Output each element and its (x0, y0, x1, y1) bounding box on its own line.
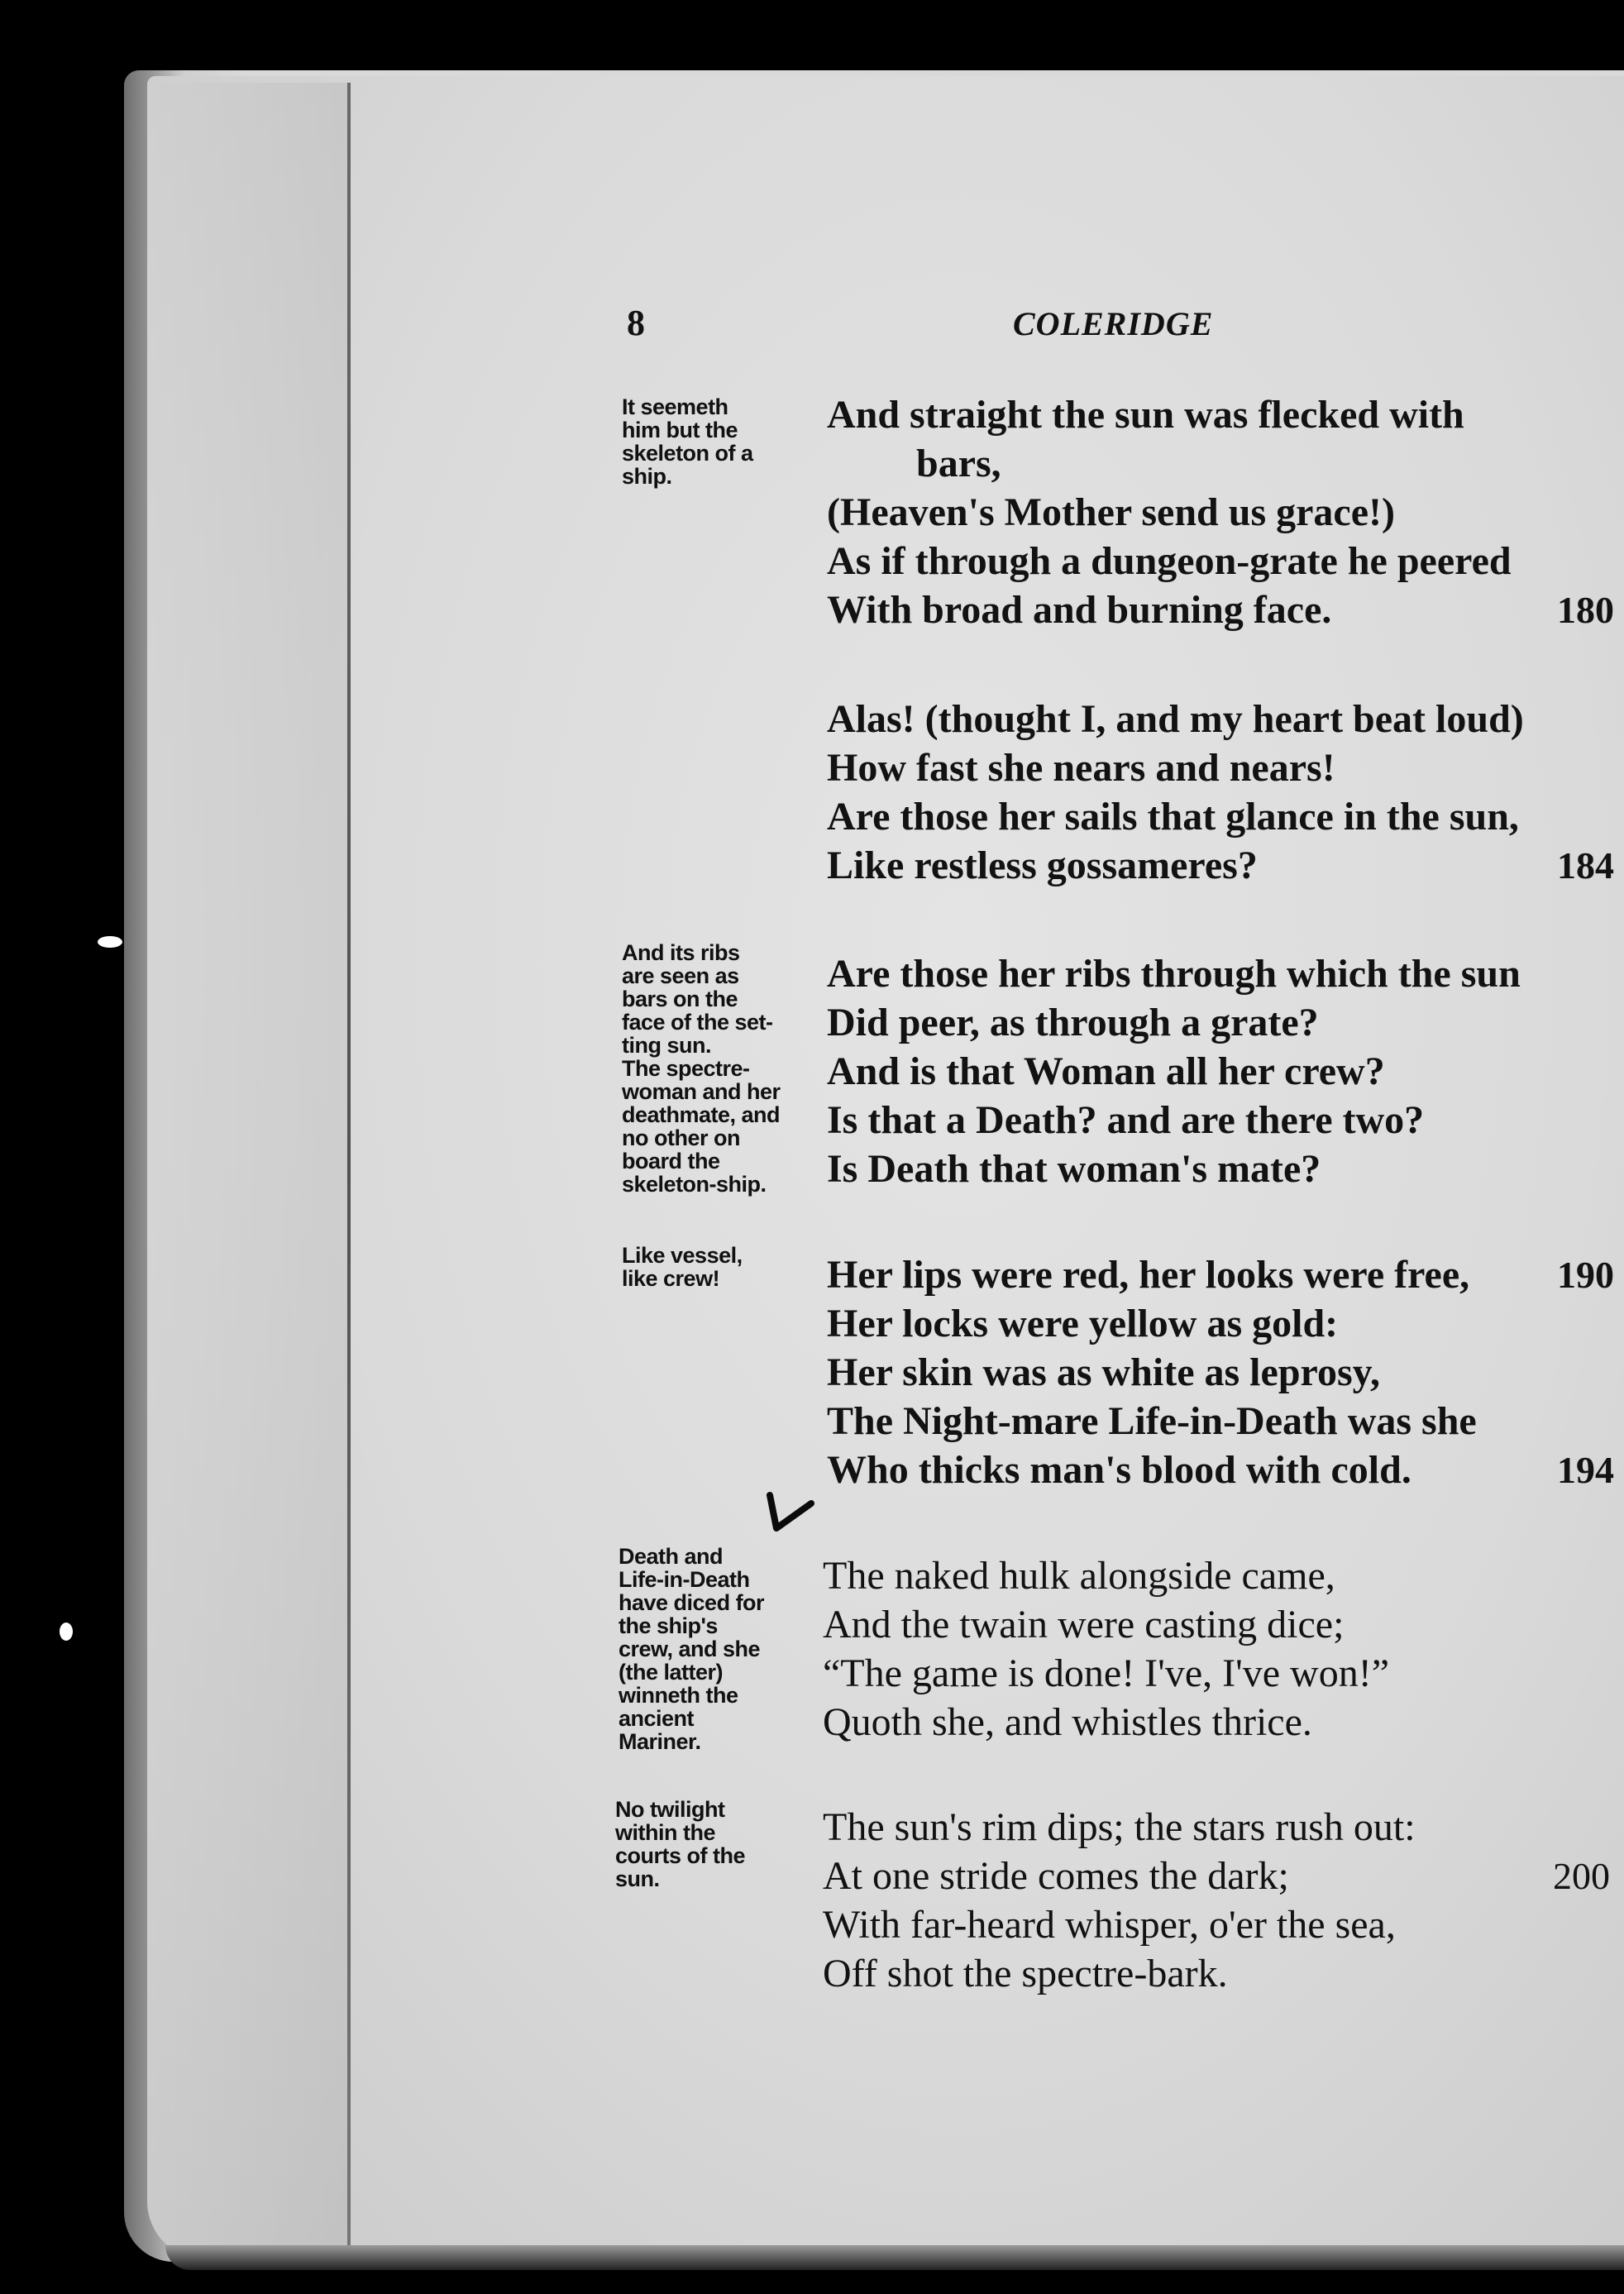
verse-line: And straight the sun was flecked with (827, 393, 1464, 437)
verse-line: Her lips were red, her looks were free, 190 (827, 1250, 1621, 1299)
page-number: 8 (627, 303, 645, 343)
verse-line: How fast she nears and nears! (827, 746, 1335, 790)
gloss-line: No twilight (615, 1797, 725, 1822)
gloss-line: are seen as (622, 963, 739, 988)
gloss-line: deathmate, and (622, 1102, 781, 1127)
verse-line: With broad and burning face. 180 (827, 585, 1621, 634)
line-number: 180 (1557, 589, 1614, 631)
verse-block (823, 1551, 1617, 1747)
gloss-line: The spectre- (622, 1056, 750, 1081)
verse-block (827, 1250, 1621, 1494)
handwritten-check-mark (765, 1489, 814, 1534)
gutter-shade (149, 83, 347, 2249)
line-number: 200 (1553, 1855, 1610, 1897)
verse-line: The Night-mare Life-in-Death was she (827, 1399, 1477, 1443)
verse-block (827, 695, 1621, 890)
gloss-line: ship. (622, 464, 672, 489)
gloss-line: It seemeth (622, 394, 728, 419)
gloss-line: Like vessel, (622, 1243, 743, 1268)
gloss-line: skeleton of a (622, 441, 753, 466)
gloss-line: winneth the (619, 1683, 738, 1708)
film-speck (98, 936, 122, 948)
gloss-line: (the latter) (619, 1660, 724, 1685)
verse-line: (Heaven's Mother send us grace!) (827, 490, 1395, 534)
verse-line: Quoth she, and whistles thrice. (823, 1700, 1312, 1744)
film-speck (60, 1623, 73, 1641)
gloss-line: Mariner. (619, 1729, 701, 1754)
verse-block (823, 1803, 1617, 1998)
gloss-line: no other on (622, 1125, 740, 1150)
gloss-line: have diced for (619, 1590, 765, 1615)
gloss-line: Death and (619, 1544, 724, 1569)
verse-line: The naked hulk alongside came, (823, 1554, 1335, 1598)
gloss-line: ting sun. (622, 1033, 711, 1058)
marginal-gloss (622, 395, 812, 488)
verse-line: bars, (916, 442, 1001, 485)
gloss-line: skeleton-ship. (622, 1172, 767, 1197)
verse-line: Her skin was as white as leprosy, (827, 1350, 1380, 1394)
running-head: COLERIDGE (1013, 305, 1214, 342)
marginal-gloss (622, 941, 812, 1196)
gloss-line: face of the set- (622, 1010, 773, 1035)
verse-line: Is Death that woman's mate? (827, 1147, 1321, 1191)
gloss-line: ancient (619, 1706, 695, 1731)
verse-line: Who thicks man's blood with cold. 194 (827, 1446, 1621, 1494)
gloss-line: bars on the (622, 987, 738, 1011)
gloss-line: And its ribs (622, 940, 740, 965)
gloss-line: courts of the (615, 1843, 746, 1868)
verse-line: “The game is done! I've, I've won!” (823, 1651, 1390, 1695)
line-number: 184 (1557, 844, 1614, 887)
line-number: 194 (1557, 1449, 1614, 1491)
verse-line: Off shot the spectre-bark. (823, 1952, 1228, 1995)
verse-line: The sun's rim dips; the stars rush out: (823, 1805, 1416, 1849)
marginal-gloss (622, 1244, 812, 1290)
verse-line: Is that a Death? and are there two? (827, 1098, 1425, 1142)
verse-block (827, 390, 1621, 634)
line-number: 190 (1557, 1254, 1614, 1296)
gloss-line: the ship's (619, 1613, 718, 1638)
gloss-line: woman and her (622, 1079, 781, 1104)
verse-line: Her locks were yellow as gold: (827, 1302, 1339, 1345)
verse-line: And the twain were casting dice; (823, 1603, 1345, 1646)
marginal-gloss (615, 1798, 805, 1890)
page-bottom-edge (165, 2245, 1624, 2270)
marginal-gloss (619, 1545, 809, 1753)
verse-line: At one stride comes the dark; 200 (823, 1852, 1617, 1900)
gloss-line: like crew! (622, 1266, 720, 1291)
verse-line: With far-heard whisper, o'er the sea, (823, 1903, 1396, 1947)
gloss-line: board the (622, 1149, 720, 1173)
verse-line: Are those her ribs through which the sun (827, 952, 1521, 996)
verse-line: Are those her sails that glance in the sun, (827, 795, 1519, 839)
gutter-fold-line (347, 83, 351, 2249)
gloss-line: Life-in-Death (619, 1567, 750, 1592)
gloss-line: crew, and she (619, 1637, 761, 1661)
verse-block (827, 949, 1621, 1193)
gloss-line: sun. (615, 1866, 660, 1891)
verse-line: Did peer, as through a grate? (827, 1001, 1319, 1044)
gloss-line: him but the (622, 418, 738, 442)
verse-line: Like restless gossameres? 184 (827, 841, 1621, 890)
verse-line: Alas! (thought I, and my heart beat loud) (827, 697, 1524, 741)
gloss-line: within the (615, 1820, 715, 1845)
verse-line: As if through a dungeon-grate he peered (827, 539, 1512, 583)
verse-line: And is that Woman all her crew? (827, 1049, 1385, 1093)
